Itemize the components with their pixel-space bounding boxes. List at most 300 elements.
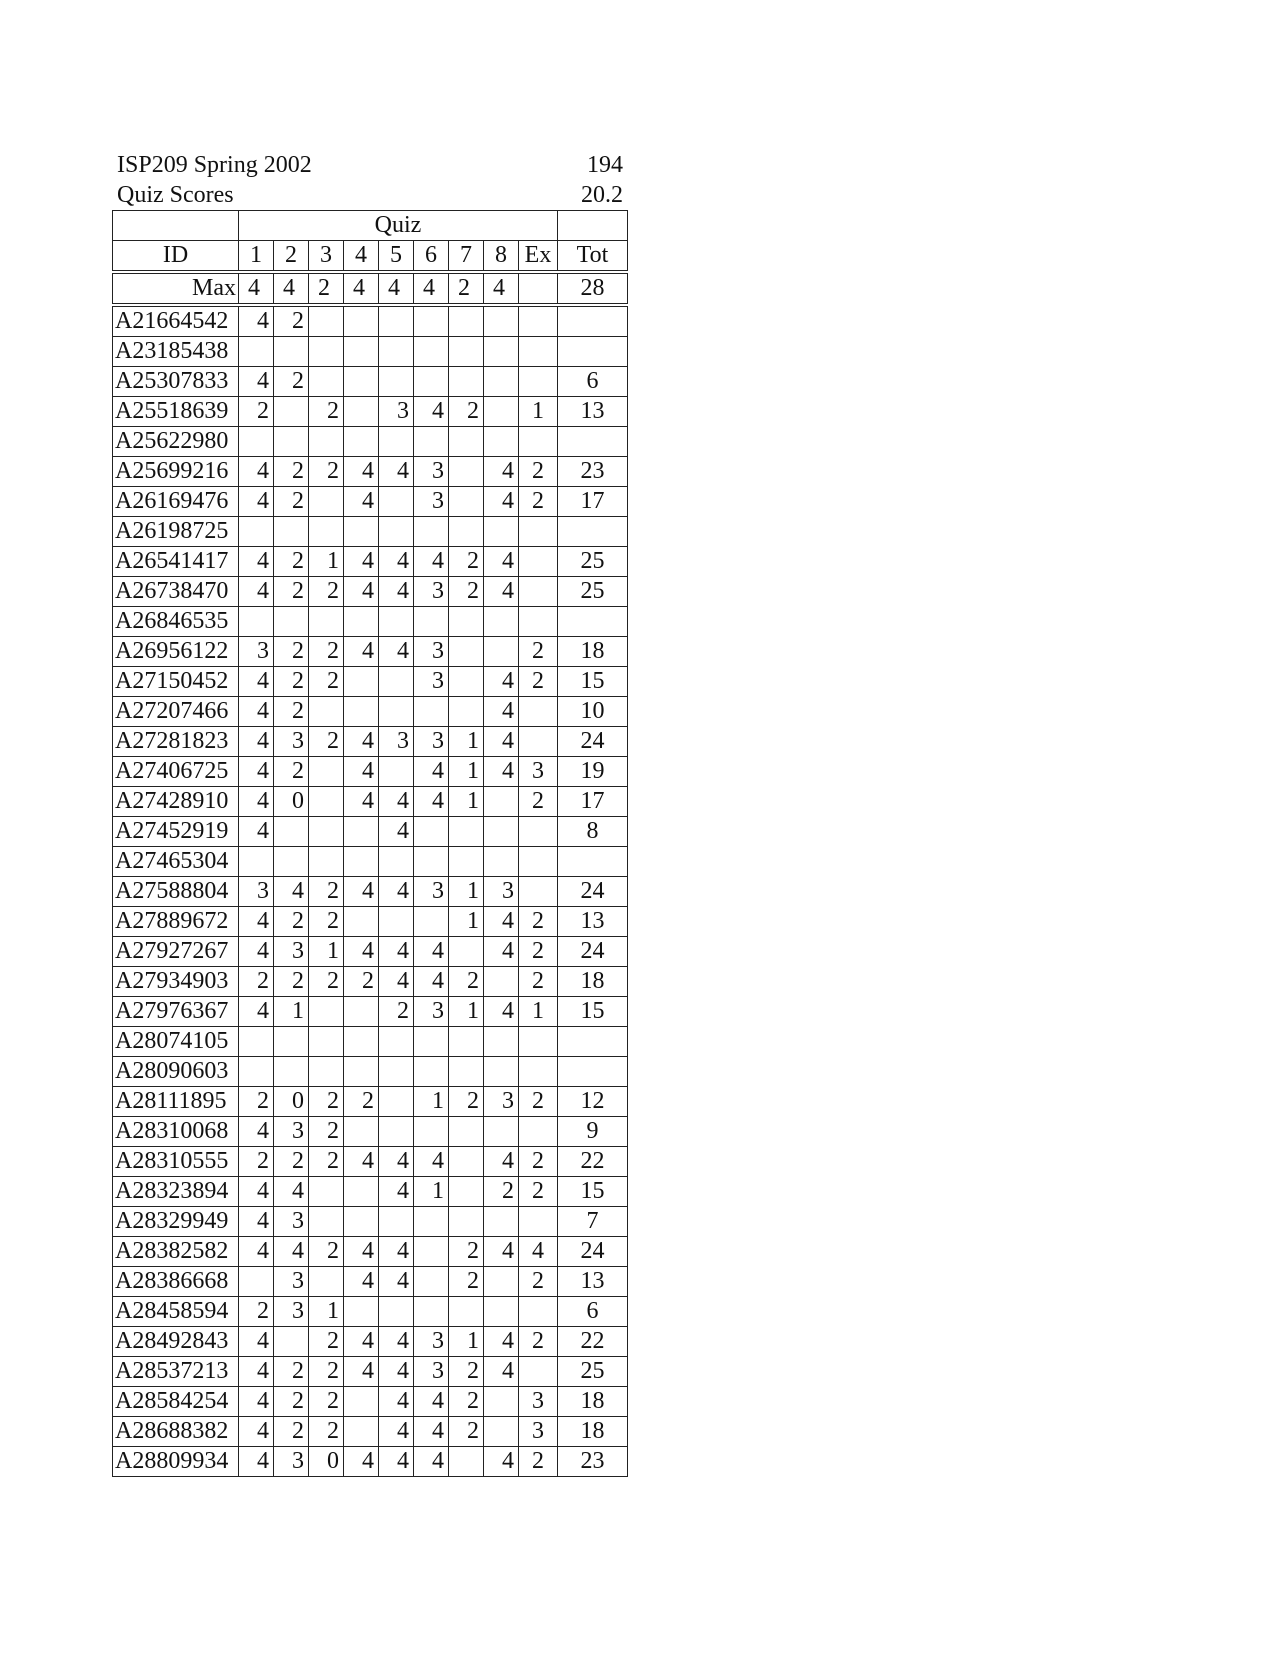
student-id-cell: A27406725	[113, 757, 239, 787]
score-cell: 4	[414, 547, 449, 577]
total-cell: 18	[558, 1417, 628, 1447]
score-cell: 1	[414, 1087, 449, 1117]
score-cell: 4	[484, 997, 519, 1027]
score-cell: 4	[344, 1357, 379, 1387]
score-cell	[309, 487, 344, 517]
total-cell	[558, 517, 628, 547]
score-cell	[414, 367, 449, 397]
score-cell: 3	[519, 1417, 558, 1447]
score-cell	[414, 697, 449, 727]
table-row	[113, 577, 628, 607]
score-cell: 4	[239, 367, 274, 397]
score-cell: 2	[274, 1357, 309, 1387]
score-cell	[484, 427, 519, 457]
score-cell	[379, 1057, 414, 1087]
max-label: Max	[113, 272, 239, 305]
total-cell: 24	[558, 1237, 628, 1267]
max-score-cell	[519, 272, 558, 305]
score-cell: 3	[239, 877, 274, 907]
quiz-column-header: 3	[309, 241, 344, 273]
score-cell: 2	[274, 1387, 309, 1417]
table-row	[113, 1387, 628, 1417]
score-cell: 2	[484, 1177, 519, 1207]
score-cell: 2	[344, 967, 379, 997]
score-cell: 4	[239, 787, 274, 817]
total-cell	[558, 427, 628, 457]
score-cell: 2	[309, 1117, 344, 1147]
score-cell: 3	[274, 727, 309, 757]
student-id-cell: A28111895	[113, 1087, 239, 1117]
student-id-cell: A25699216	[113, 457, 239, 487]
total-cell: 24	[558, 937, 628, 967]
score-cell: 1	[449, 787, 484, 817]
score-cell: 4	[379, 457, 414, 487]
score-cell	[344, 427, 379, 457]
table-row	[113, 397, 628, 427]
table-row	[113, 1027, 628, 1057]
score-cell: 2	[274, 457, 309, 487]
quiz-column-header: 4	[344, 241, 379, 273]
quiz-column-header: 7	[449, 241, 484, 273]
score-cell: 4	[344, 727, 379, 757]
table-row	[113, 1357, 628, 1387]
score-cell	[379, 487, 414, 517]
score-cell	[379, 667, 414, 697]
score-cell: 2	[519, 1177, 558, 1207]
score-cell	[379, 427, 414, 457]
score-cell	[484, 1057, 519, 1087]
score-cell: 3	[484, 1087, 519, 1117]
score-cell: 4	[239, 697, 274, 727]
total-cell: 12	[558, 1087, 628, 1117]
score-cell	[379, 1207, 414, 1237]
score-cell: 2	[519, 937, 558, 967]
score-cell	[309, 1057, 344, 1087]
score-cell: 4	[484, 577, 519, 607]
score-cell: 4	[239, 1117, 274, 1147]
score-cell	[484, 1117, 519, 1147]
score-cell: 4	[344, 787, 379, 817]
score-cell	[484, 787, 519, 817]
table-row	[113, 637, 628, 667]
student-id-cell: A26541417	[113, 547, 239, 577]
student-id-cell: A26956122	[113, 637, 239, 667]
table-row	[113, 427, 628, 457]
score-cell: 4	[379, 1447, 414, 1477]
total-cell: 17	[558, 787, 628, 817]
score-cell: 2	[449, 1387, 484, 1417]
score-cell: 3	[484, 877, 519, 907]
score-cell: 2	[274, 697, 309, 727]
total-cell: 15	[558, 997, 628, 1027]
score-cell	[344, 1417, 379, 1447]
score-cell: 4	[344, 457, 379, 487]
student-id-cell: A28386668	[113, 1267, 239, 1297]
score-cell	[379, 697, 414, 727]
score-cell	[309, 1267, 344, 1297]
score-cell	[484, 337, 519, 367]
score-cell: 4	[344, 1147, 379, 1177]
score-cell: 4	[239, 937, 274, 967]
total-cell: 17	[558, 487, 628, 517]
score-cell: 3	[274, 1207, 309, 1237]
score-cell	[519, 367, 558, 397]
score-cell	[309, 337, 344, 367]
score-cell: 4	[484, 667, 519, 697]
score-cell	[379, 847, 414, 877]
score-cell: 1	[449, 727, 484, 757]
score-cell: 2	[239, 1297, 274, 1327]
table-row	[113, 787, 628, 817]
table-row	[113, 457, 628, 487]
score-cell: 2	[519, 907, 558, 937]
score-cell	[519, 697, 558, 727]
score-cell	[519, 847, 558, 877]
max-score-cell: 4	[484, 272, 519, 305]
score-cell: 2	[274, 1417, 309, 1447]
score-cell: 3	[414, 727, 449, 757]
total-cell: 19	[558, 757, 628, 787]
student-id-cell: A27207466	[113, 697, 239, 727]
score-cell	[484, 367, 519, 397]
student-id-cell: A25622980	[113, 427, 239, 457]
score-cell: 3	[274, 1297, 309, 1327]
table-row	[113, 1327, 628, 1357]
score-cell: 1	[309, 1297, 344, 1327]
score-cell: 2	[519, 967, 558, 997]
score-cell: 4	[239, 487, 274, 517]
student-id-cell: A27428910	[113, 787, 239, 817]
score-cell	[449, 427, 484, 457]
score-cell: 3	[414, 1357, 449, 1387]
total-cell: 23	[558, 1447, 628, 1477]
score-cell: 4	[239, 1387, 274, 1417]
score-cell: 2	[239, 967, 274, 997]
total-cell: 18	[558, 967, 628, 997]
score-cell: 4	[379, 877, 414, 907]
score-cell	[449, 337, 484, 367]
score-cell	[449, 517, 484, 547]
score-cell: 2	[239, 1087, 274, 1117]
score-cell: 4	[484, 697, 519, 727]
score-cell	[309, 757, 344, 787]
score-cell: 4	[239, 1447, 274, 1477]
score-cell: 2	[449, 1267, 484, 1297]
score-cell: 3	[519, 757, 558, 787]
score-cell: 4	[239, 457, 274, 487]
score-cell: 2	[309, 1387, 344, 1417]
student-id-cell: A27934903	[113, 967, 239, 997]
student-id-cell: A27889672	[113, 907, 239, 937]
total-cell: 25	[558, 577, 628, 607]
table-row	[113, 487, 628, 517]
score-cell	[519, 337, 558, 367]
table-row	[113, 667, 628, 697]
student-id-cell: A21664542	[113, 305, 239, 337]
table-row	[113, 847, 628, 877]
student-id-cell: A28329949	[113, 1207, 239, 1237]
score-cell	[449, 937, 484, 967]
score-cell: 4	[484, 1327, 519, 1357]
table-row	[113, 1237, 628, 1267]
score-cell	[519, 305, 558, 337]
score-cell	[519, 1027, 558, 1057]
score-cell	[484, 817, 519, 847]
total-cell	[558, 1057, 628, 1087]
student-id-cell: A25307833	[113, 367, 239, 397]
score-cell	[344, 1027, 379, 1057]
score-cell	[309, 697, 344, 727]
total-cell: 24	[558, 727, 628, 757]
score-cell: 4	[239, 1177, 274, 1207]
score-cell	[449, 1447, 484, 1477]
score-cell	[414, 847, 449, 877]
score-cell: 2	[309, 1087, 344, 1117]
score-cell: 3	[274, 1447, 309, 1477]
score-cell: 3	[379, 397, 414, 427]
score-cell	[414, 517, 449, 547]
score-cell: 2	[309, 727, 344, 757]
score-cell: 4	[274, 877, 309, 907]
score-cell: 1	[449, 907, 484, 937]
score-cell: 2	[274, 305, 309, 337]
score-cell: 2	[449, 1237, 484, 1267]
student-id-cell: A28458594	[113, 1297, 239, 1327]
quiz-column-header: 2	[274, 241, 309, 273]
score-cell	[449, 1207, 484, 1237]
total-cell: 22	[558, 1147, 628, 1177]
score-cell	[414, 1207, 449, 1237]
score-cell: 4	[484, 1447, 519, 1477]
max-score-cell: 4	[414, 272, 449, 305]
quiz-column-header: 5	[379, 241, 414, 273]
score-cell: 4	[519, 1237, 558, 1267]
score-cell	[414, 427, 449, 457]
score-cell	[449, 1057, 484, 1087]
score-cell	[274, 847, 309, 877]
score-cell: 4	[379, 967, 414, 997]
score-cell: 3	[414, 637, 449, 667]
score-cell	[484, 967, 519, 997]
score-cell	[449, 367, 484, 397]
score-cell	[344, 1057, 379, 1087]
student-id-cell: A28382582	[113, 1237, 239, 1267]
score-cell: 4	[379, 637, 414, 667]
quiz-column-header: 1	[239, 241, 274, 273]
score-cell: 1	[309, 937, 344, 967]
total-cell: 25	[558, 547, 628, 577]
score-cell	[519, 577, 558, 607]
score-cell: 4	[239, 305, 274, 337]
score-cell: 4	[414, 757, 449, 787]
score-cell: 2	[449, 547, 484, 577]
student-id-cell: A28584254	[113, 1387, 239, 1417]
score-cell	[519, 1297, 558, 1327]
score-cell: 4	[379, 577, 414, 607]
score-cell: 4	[344, 877, 379, 907]
score-cell: 2	[274, 907, 309, 937]
score-cell: 4	[484, 547, 519, 577]
table-row	[113, 907, 628, 937]
score-cell: 2	[449, 1357, 484, 1387]
page-header	[117, 150, 637, 210]
score-cell	[379, 1087, 414, 1117]
score-cell: 4	[414, 787, 449, 817]
score-cell	[274, 817, 309, 847]
student-id-cell: A28310555	[113, 1147, 239, 1177]
student-id-cell: A27452919	[113, 817, 239, 847]
score-cell	[274, 427, 309, 457]
score-cell: 3	[414, 667, 449, 697]
score-cell	[274, 1057, 309, 1087]
score-cell	[309, 847, 344, 877]
student-id-cell: A28074105	[113, 1027, 239, 1057]
score-cell: 4	[484, 457, 519, 487]
score-cell	[239, 847, 274, 877]
score-cell: 2	[449, 967, 484, 997]
document-title: ISP209 Spring 2002	[117, 152, 312, 178]
score-cell	[414, 1027, 449, 1057]
score-cell: 4	[239, 667, 274, 697]
total-cell: 13	[558, 1267, 628, 1297]
max-row	[113, 272, 628, 305]
score-cell: 4	[274, 1177, 309, 1207]
score-cell: 1	[274, 997, 309, 1027]
score-cell	[344, 1297, 379, 1327]
score-cell	[379, 907, 414, 937]
score-cell: 1	[414, 1177, 449, 1207]
table-row	[113, 1447, 628, 1477]
score-cell: 4	[379, 1147, 414, 1177]
score-cell	[414, 337, 449, 367]
score-cell: 4	[484, 1357, 519, 1387]
score-cell: 3	[274, 1117, 309, 1147]
score-cell	[414, 1117, 449, 1147]
score-cell	[379, 367, 414, 397]
score-cell: 4	[414, 967, 449, 997]
score-cell	[414, 1057, 449, 1087]
score-cell: 4	[379, 1327, 414, 1357]
score-cell	[484, 397, 519, 427]
total-cell: 7	[558, 1207, 628, 1237]
score-cell: 4	[414, 1387, 449, 1417]
score-cell: 4	[379, 937, 414, 967]
score-cell: 2	[519, 1267, 558, 1297]
table-row	[113, 337, 628, 367]
total-cell: 13	[558, 907, 628, 937]
student-id-cell: A28090603	[113, 1057, 239, 1087]
id-header: ID	[113, 241, 239, 273]
score-cell	[519, 1207, 558, 1237]
score-cell	[309, 427, 344, 457]
score-cell: 4	[239, 817, 274, 847]
quiz-column-header: 6	[414, 241, 449, 273]
blank-header-cell	[558, 211, 628, 241]
score-cell: 1	[519, 997, 558, 1027]
score-cell: 2	[239, 397, 274, 427]
max-score-cell: 4	[274, 272, 309, 305]
score-cell: 1	[519, 397, 558, 427]
score-cell	[449, 847, 484, 877]
total-cell: 18	[558, 637, 628, 667]
score-cell: 2	[274, 577, 309, 607]
score-cell: 4	[344, 1447, 379, 1477]
total-cell	[558, 305, 628, 337]
score-cell	[519, 547, 558, 577]
score-cell	[344, 1117, 379, 1147]
quiz-column-header: 8	[484, 241, 519, 273]
score-cell: 4	[484, 907, 519, 937]
score-cell: 4	[484, 937, 519, 967]
table-row	[113, 697, 628, 727]
total-cell: 6	[558, 1297, 628, 1327]
score-cell: 0	[274, 787, 309, 817]
score-cell	[309, 367, 344, 397]
score-cell	[519, 517, 558, 547]
score-cell	[274, 397, 309, 427]
table-row	[113, 1177, 628, 1207]
score-cell	[484, 607, 519, 637]
score-cell: 1	[449, 997, 484, 1027]
student-id-cell: A28310068	[113, 1117, 239, 1147]
table-row	[113, 517, 628, 547]
score-cell	[239, 1027, 274, 1057]
table-row	[113, 1417, 628, 1447]
score-cell	[449, 817, 484, 847]
score-cell: 2	[274, 1147, 309, 1177]
score-cell	[449, 305, 484, 337]
score-cell	[449, 667, 484, 697]
score-cell	[274, 1027, 309, 1057]
table-row	[113, 1087, 628, 1117]
score-cell: 2	[309, 397, 344, 427]
score-cell	[519, 727, 558, 757]
score-cell	[449, 1297, 484, 1327]
score-cell: 2	[274, 487, 309, 517]
score-cell	[379, 517, 414, 547]
score-cell	[239, 1267, 274, 1297]
score-cell	[239, 427, 274, 457]
table-row	[113, 937, 628, 967]
table-row	[113, 877, 628, 907]
score-cell: 4	[239, 1237, 274, 1267]
max-score-cell: 2	[449, 272, 484, 305]
score-cell	[379, 305, 414, 337]
score-cell: 3	[414, 577, 449, 607]
score-cell	[309, 1207, 344, 1237]
max-score-cell: 4	[239, 272, 274, 305]
total-cell: 15	[558, 667, 628, 697]
score-cell	[414, 1267, 449, 1297]
score-cell: 2	[274, 667, 309, 697]
score-cell: 4	[379, 1237, 414, 1267]
score-cell: 3	[274, 1267, 309, 1297]
table-row	[113, 1207, 628, 1237]
score-cell	[239, 517, 274, 547]
score-cell	[484, 517, 519, 547]
student-id-cell: A28537213	[113, 1357, 239, 1387]
score-cell: 1	[449, 1327, 484, 1357]
score-cell	[449, 1177, 484, 1207]
score-cell	[309, 787, 344, 817]
score-cell: 4	[414, 1147, 449, 1177]
score-cell: 4	[344, 577, 379, 607]
score-cell: 2	[274, 757, 309, 787]
score-cell: 2	[519, 1147, 558, 1177]
score-cell: 4	[379, 787, 414, 817]
total-header: Tot	[558, 241, 628, 273]
score-cell	[239, 337, 274, 367]
